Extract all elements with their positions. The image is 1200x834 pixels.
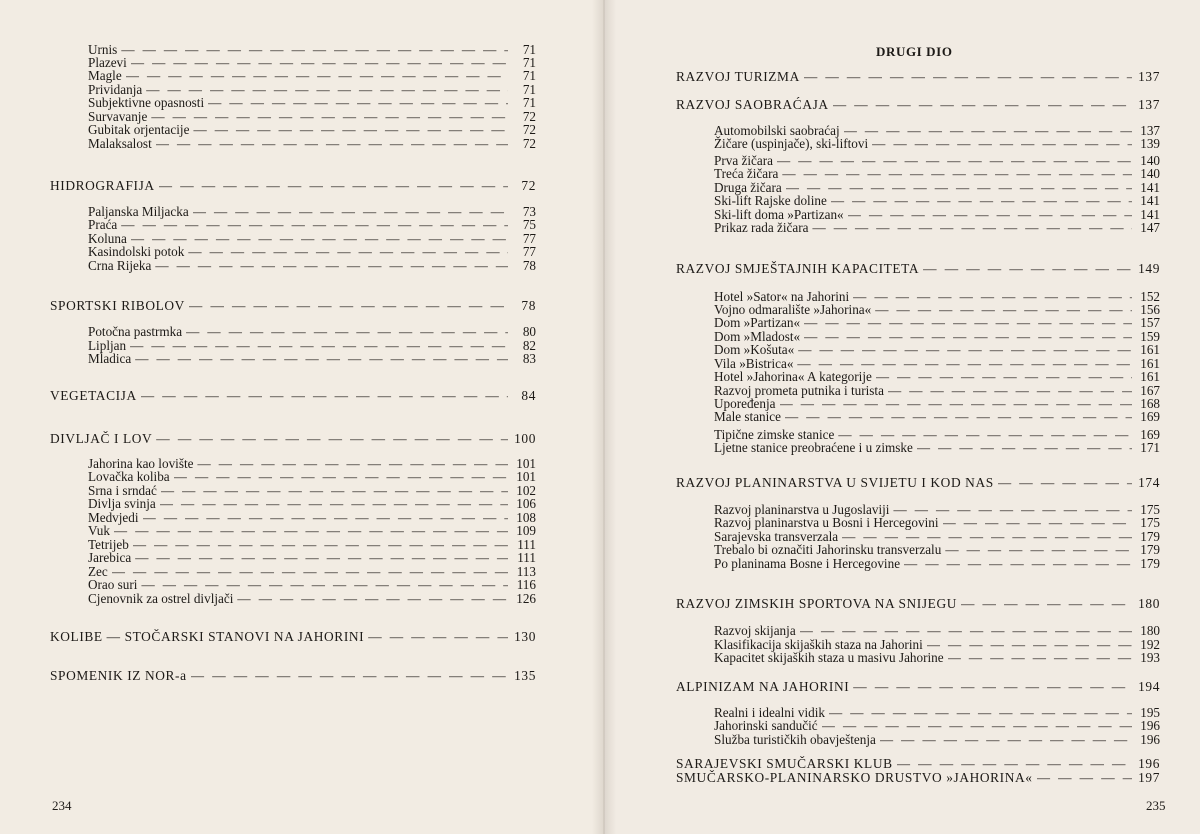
leader-dashes: [121, 43, 508, 56]
toc-entry: [714, 719, 1160, 732]
toc-heading: [50, 669, 536, 682]
toc-entry-label: RAZVOJ SMJEŠTAJNIH KAPACITETA: [676, 261, 920, 276]
toc-entry-page: 140: [1140, 166, 1160, 181]
toc-entry-page: 72: [522, 122, 536, 137]
toc-entry-page: 141: [1140, 193, 1160, 208]
toc-entry: [88, 218, 536, 231]
toc-entry-page: 109: [516, 523, 536, 538]
toc-entry-label: Urnis: [88, 42, 118, 57]
toc-entry-label: SPOMENIK IZ NOR-a: [50, 668, 187, 683]
leader-dashes: [800, 624, 1132, 637]
toc-entry: [88, 592, 536, 605]
toc-entry-page: 175: [1140, 515, 1160, 530]
toc-entry: [714, 316, 1160, 329]
toc-entry-label: Divlja svinja: [88, 496, 156, 511]
leader-dashes: [844, 124, 1132, 137]
toc-entry-label: Jarebica: [88, 550, 132, 565]
toc-entry-page: 101: [516, 456, 536, 471]
toc-entry-label: Potočna pastrmka: [88, 324, 183, 339]
toc-entry: [88, 69, 536, 82]
toc-entry: [714, 370, 1160, 383]
toc-entry: [714, 221, 1160, 234]
toc-heading: [676, 771, 1160, 784]
toc-entry-page: 71: [522, 42, 536, 57]
right-page-number: 235: [1146, 798, 1166, 813]
leader-dashes: [133, 538, 508, 551]
toc-entry-label: Magle: [88, 68, 122, 83]
toc-entry-label: Lovačka koliba: [88, 469, 170, 484]
leader-dashes: [785, 410, 1132, 423]
toc-entry-page: 193: [1140, 650, 1160, 665]
leader-dashes: [927, 638, 1132, 651]
leader-dashes: [853, 290, 1132, 303]
toc-entry: [714, 410, 1160, 423]
toc-entry-page: 157: [1140, 315, 1160, 330]
toc-entry: [714, 137, 1160, 150]
leader-dashes: [159, 179, 508, 192]
toc-heading: [50, 179, 536, 192]
leader-dashes: [876, 370, 1132, 383]
toc-entry-page: 152: [1140, 289, 1160, 304]
toc-heading: [676, 70, 1160, 83]
toc-entry-page: 159: [1140, 329, 1160, 344]
leader-dashes: [875, 303, 1132, 316]
leader-dashes: [829, 706, 1132, 719]
toc-entry: [88, 578, 536, 591]
leader-dashes: [804, 70, 1132, 83]
leader-dashes: [998, 476, 1132, 489]
toc-entry-page: 73: [522, 204, 536, 219]
toc-entry: [714, 167, 1160, 180]
toc-entry-page: 72: [522, 109, 536, 124]
toc-entry-page: 137: [1138, 69, 1160, 84]
toc-entry-page: 149: [1138, 261, 1160, 276]
toc-entry-label: Po planinama Bosne i Hercegovine: [714, 556, 901, 571]
toc-entry: [88, 524, 536, 537]
toc-entry-page: 161: [1140, 342, 1160, 357]
toc-heading: [50, 389, 536, 402]
toc-entry-page: 137: [1138, 97, 1160, 112]
toc-entry-label: Prividanja: [88, 82, 143, 97]
toc-entry: [714, 557, 1160, 570]
toc-entry-label: Cjenovnik za ostrel divljači: [88, 591, 234, 606]
toc-entry-page: 147: [1140, 220, 1160, 235]
toc-entry-page: 111: [517, 550, 536, 565]
toc-entry-label: Srna i srndać: [88, 483, 157, 498]
toc-entry-label: Služba turističkih obavještenja: [714, 732, 876, 747]
leader-dashes: [782, 167, 1132, 180]
toc-entry-label: Ski-lift doma »Partizan«: [714, 207, 844, 222]
toc-entry-page: 141: [1140, 207, 1160, 222]
toc-entry-label: RAZVOJ ZIMSKIH SPORTOVA NA SNIJEGU: [676, 596, 957, 611]
toc-heading: [676, 680, 1160, 693]
toc-entry-label: Dom »Košuta«: [714, 342, 795, 357]
leader-dashes: [848, 208, 1132, 221]
leader-dashes: [156, 432, 508, 445]
toc-heading: [676, 98, 1160, 111]
toc-entry-label: Jahorina kao lovište: [88, 456, 194, 471]
leader-dashes: [155, 259, 508, 272]
toc-entry-label: RAZVOJ TURIZMA: [676, 69, 800, 84]
toc-entry-page: 130: [514, 629, 536, 644]
leader-dashes: [831, 194, 1132, 207]
toc-entry-page: 196: [1138, 756, 1160, 771]
toc-entry-label: Malaksalost: [88, 136, 152, 151]
toc-entry: [88, 511, 536, 524]
toc-entry: [88, 339, 536, 352]
leader-dashes: [189, 299, 508, 312]
leader-dashes: [141, 578, 508, 591]
toc-entry: [714, 624, 1160, 637]
toc-entry-label: Sarajevska transverzala: [714, 529, 839, 544]
leader-dashes: [961, 597, 1132, 610]
toc-entry-page: 100: [514, 431, 536, 446]
toc-entry-label: Zec: [88, 564, 108, 579]
leader-dashes: [777, 154, 1132, 167]
toc-entry-label: Vila »Bistrica«: [714, 356, 794, 371]
leader-dashes: [786, 181, 1132, 194]
toc-entry-label: Klasifikacija skijaških staza na Jahorini: [714, 637, 923, 652]
toc-entry-label: Dom »Mladost«: [714, 329, 801, 344]
toc-entry-page: 71: [522, 95, 536, 110]
leader-dashes: [112, 565, 508, 578]
toc-entry-label: Kasindolski potok: [88, 244, 185, 259]
leader-dashes: [126, 69, 508, 82]
leader-dashes: [160, 497, 508, 510]
toc-entry-page: 197: [1138, 770, 1160, 785]
toc-entry-page: 82: [522, 338, 536, 353]
leader-dashes: [131, 56, 508, 69]
toc-entry-label: VEGETACIJA: [50, 388, 137, 403]
leader-dashes: [121, 218, 508, 231]
leader-dashes: [833, 98, 1132, 111]
leader-dashes: [174, 470, 508, 483]
leader-dashes: [193, 205, 508, 218]
toc-entry-label: Tipične zimske stanice: [714, 427, 835, 442]
toc-entry-page: 72: [521, 178, 536, 193]
leader-dashes: [923, 262, 1132, 275]
leader-dashes: [1037, 771, 1132, 784]
toc-entry-label: Razvoj planinarstva u Jugoslaviji: [714, 502, 890, 517]
toc-entry-label: Treća žičara: [714, 166, 779, 181]
toc-heading: [50, 630, 536, 643]
toc-entry: [88, 551, 536, 564]
toc-entry: [714, 154, 1160, 167]
toc-entry-label: Kapacitet skijaških staza u masivu Jahorine: [714, 650, 944, 665]
leader-dashes: [135, 551, 508, 564]
toc-entry-label: KOLIBE — STOČARSKI STANOVI NA JAHORINI: [50, 629, 365, 644]
toc-entry-page: 72: [522, 136, 536, 151]
toc-entry-label: Crna Rijeka: [88, 258, 152, 273]
toc-entry-page: 169: [1140, 427, 1160, 442]
toc-entry-label: SPORTSKI RIBOLOV: [50, 298, 185, 313]
toc-entry-page: 135: [514, 668, 536, 683]
toc-entry: [88, 56, 536, 69]
toc-entry-label: Vojno odmaralište »Jahorina«: [714, 302, 872, 317]
toc-entry-page: 75: [522, 217, 536, 232]
toc-entry: [714, 194, 1160, 207]
book-gutter: [592, 0, 616, 834]
leader-dashes: [151, 110, 508, 123]
toc-entry: [88, 96, 536, 109]
toc-entry-page: 71: [522, 68, 536, 83]
toc-entry-label: Automobilski saobraćaj: [714, 123, 840, 138]
leader-dashes: [161, 484, 508, 497]
toc-entry-label: Koluna: [88, 231, 127, 246]
toc-entry-page: 161: [1140, 356, 1160, 371]
leader-dashes: [368, 630, 508, 643]
toc-entry-label: SMUČARSKO-PLANINARSKO DRUSTVO »JAHORINA«: [676, 770, 1033, 785]
toc-entry-page: 77: [522, 244, 536, 259]
toc-entry-page: 180: [1138, 596, 1160, 611]
toc-entry: [88, 538, 536, 551]
toc-entry: [714, 343, 1160, 356]
toc-entry-page: 111: [517, 537, 536, 552]
toc-entry-label: Subjektivne opasnosti: [88, 95, 205, 110]
toc-entry-label: Razvoj prometa putnika i turista: [714, 383, 884, 398]
toc-entry-label: Orao suri: [88, 577, 138, 592]
leader-dashes: [804, 316, 1132, 329]
toc-entry-label: Survavanje: [88, 109, 148, 124]
leader-dashes: [141, 389, 508, 402]
toc-entry-page: 169: [1140, 409, 1160, 424]
leader-dashes: [186, 325, 508, 338]
toc-entry-page: 140: [1140, 153, 1160, 168]
toc-entry-page: 84: [521, 388, 536, 403]
toc-entry-page: 196: [1140, 732, 1160, 747]
toc-entry: [714, 543, 1160, 556]
toc-entry-label: Hotel »Sator« na Jahorini: [714, 289, 850, 304]
toc-entry: [714, 651, 1160, 664]
toc-heading: [676, 262, 1160, 275]
toc-entry-page: 196: [1140, 718, 1160, 733]
toc-entry-label: Tetrijeb: [88, 537, 129, 552]
toc-entry-label: Ljetne stanice preobraćene i u zimske: [714, 440, 913, 455]
toc-entry-label: ALPINIZAM NA JAHORINI: [676, 679, 850, 694]
toc-entry-label: Prva žičara: [714, 153, 773, 168]
toc-entry-page: 168: [1140, 396, 1160, 411]
toc-entry: [88, 43, 536, 56]
toc-heading: [676, 757, 1160, 770]
toc-entry: [88, 137, 536, 150]
leader-dashes: [904, 557, 1132, 570]
leader-dashes: [945, 543, 1132, 556]
leader-dashes: [237, 592, 508, 605]
leader-dashes: [798, 343, 1132, 356]
leader-dashes: [853, 680, 1132, 693]
leader-dashes: [780, 397, 1132, 410]
toc-entry-page: 141: [1140, 180, 1160, 195]
toc-entry-label: Lipljan: [88, 338, 127, 353]
toc-entry: [88, 245, 536, 258]
toc-entry-label: Medvjedi: [88, 510, 139, 525]
toc-entry-label: Male stanice: [714, 409, 782, 424]
section-title: DRUGI DIO: [876, 44, 953, 59]
leader-dashes: [193, 123, 508, 136]
leader-dashes: [197, 457, 508, 470]
leader-dashes: [804, 330, 1132, 343]
leader-dashes: [872, 137, 1132, 150]
leader-dashes: [156, 137, 508, 150]
toc-entry-page: 180: [1140, 623, 1160, 638]
toc-entry: [714, 516, 1160, 529]
toc-entry-page: 101: [516, 469, 536, 484]
leader-dashes: [114, 524, 508, 537]
toc-entry-label: Dom »Partizan«: [714, 315, 801, 330]
leader-dashes: [943, 516, 1132, 529]
leader-dashes: [888, 384, 1132, 397]
toc-entry-page: 175: [1140, 502, 1160, 517]
toc-entry-page: 179: [1140, 556, 1160, 571]
toc-entry: [88, 259, 536, 272]
toc-entry: [88, 497, 536, 510]
toc-entry-page: 194: [1138, 679, 1160, 694]
toc-entry-label: HIDROGRAFIJA: [50, 178, 155, 193]
toc-entry-page: 139: [1140, 136, 1160, 151]
toc-entry-label: Upoređenja: [714, 396, 776, 411]
toc-entry-page: 83: [522, 351, 536, 366]
toc-entry-label: Paljanska Miljacka: [88, 204, 189, 219]
left-page-number: 234: [52, 798, 72, 813]
toc-heading: [50, 432, 536, 445]
leader-dashes: [897, 757, 1132, 770]
toc-heading: [676, 597, 1160, 610]
toc-entry-page: 71: [522, 82, 536, 97]
leader-dashes: [131, 232, 508, 245]
leader-dashes: [135, 352, 508, 365]
toc-entry-label: SARAJEVSKI SMUČARSKI KLUB: [676, 756, 893, 771]
toc-entry-page: 161: [1140, 369, 1160, 384]
toc-entry-page: 156: [1140, 302, 1160, 317]
toc-entry-page: 102: [516, 483, 536, 498]
toc-entry-page: 116: [516, 577, 536, 592]
toc-entry-page: 171: [1140, 440, 1160, 455]
toc-entry-page: 179: [1140, 529, 1160, 544]
leader-dashes: [143, 511, 508, 524]
toc-entry-label: Hotel »Jahorina« A kategorije: [714, 369, 872, 384]
toc-entry-label: Ski-lift Rajske doline: [714, 193, 827, 208]
toc-entry-page: 179: [1140, 542, 1160, 557]
leader-dashes: [191, 669, 508, 682]
toc-entry-page: 71: [522, 55, 536, 70]
toc-entry-page: 137: [1140, 123, 1160, 138]
toc-entry: [714, 733, 1160, 746]
toc-entry-page: 78: [522, 258, 536, 273]
toc-entry-label: Plazevi: [88, 55, 127, 70]
toc-heading: [50, 299, 536, 312]
toc-entry-label: DIVLJAČ I LOV: [50, 431, 153, 446]
toc-entry: [88, 470, 536, 483]
toc-entry-label: Vuk: [88, 523, 110, 538]
toc-entry-page: 78: [521, 298, 536, 313]
toc-entry-label: Razvoj planinarstva u Bosni i Hercegovini: [714, 515, 939, 530]
toc-entry-label: Mladica: [88, 351, 132, 366]
toc-heading: [676, 476, 1160, 489]
toc-entry-page: 126: [516, 591, 536, 606]
toc-entry-label: Druga žičara: [714, 180, 782, 195]
toc-entry: [88, 325, 536, 338]
toc-entry-page: 108: [516, 510, 536, 525]
leader-dashes: [812, 221, 1132, 234]
toc-entry: [88, 123, 536, 136]
toc-entry-label: Razvoj skijanja: [714, 623, 796, 638]
leader-dashes: [880, 733, 1132, 746]
toc-entry-page: 77: [522, 231, 536, 246]
toc-entry-label: Gubitak orjentacije: [88, 122, 190, 137]
toc-entry-page: 113: [516, 564, 536, 579]
toc-entry-label: RAZVOJ PLANINARSTVA U SVIJETU I KOD NAS: [676, 475, 994, 490]
leader-dashes: [948, 651, 1132, 664]
toc-entry: [714, 384, 1160, 397]
leader-dashes: [188, 245, 508, 258]
toc-entry-label: Praća: [88, 217, 118, 232]
leader-dashes: [208, 96, 508, 109]
toc-entry: [88, 565, 536, 578]
toc-entry-label: Jahorinski sandučić: [714, 718, 818, 733]
toc-entry-label: Realni i idealni vidik: [714, 705, 825, 720]
toc-entry: [88, 205, 536, 218]
toc-entry-label: Prikaz rada žičara: [714, 220, 809, 235]
toc-entry-label: RAZVOJ SAOBRAĆAJA: [676, 97, 829, 112]
toc-entry-page: 80: [522, 324, 536, 339]
leader-dashes: [130, 339, 508, 352]
toc-entry-page: 167: [1140, 383, 1160, 398]
toc-entry: [88, 352, 536, 365]
leader-dashes: [917, 441, 1132, 454]
toc-entry: [714, 441, 1160, 454]
toc-entry-page: 192: [1140, 637, 1160, 652]
toc-entry-page: 174: [1138, 475, 1160, 490]
toc-entry-label: Trebalo bi označiti Jahorinsku transverzalu: [714, 542, 942, 557]
toc-entry-page: 195: [1140, 705, 1160, 720]
toc-entry-page: 106: [516, 496, 536, 511]
toc-entry-label: Žičare (uspinjače), ski-liftovi: [714, 136, 869, 151]
leader-dashes: [822, 719, 1132, 732]
